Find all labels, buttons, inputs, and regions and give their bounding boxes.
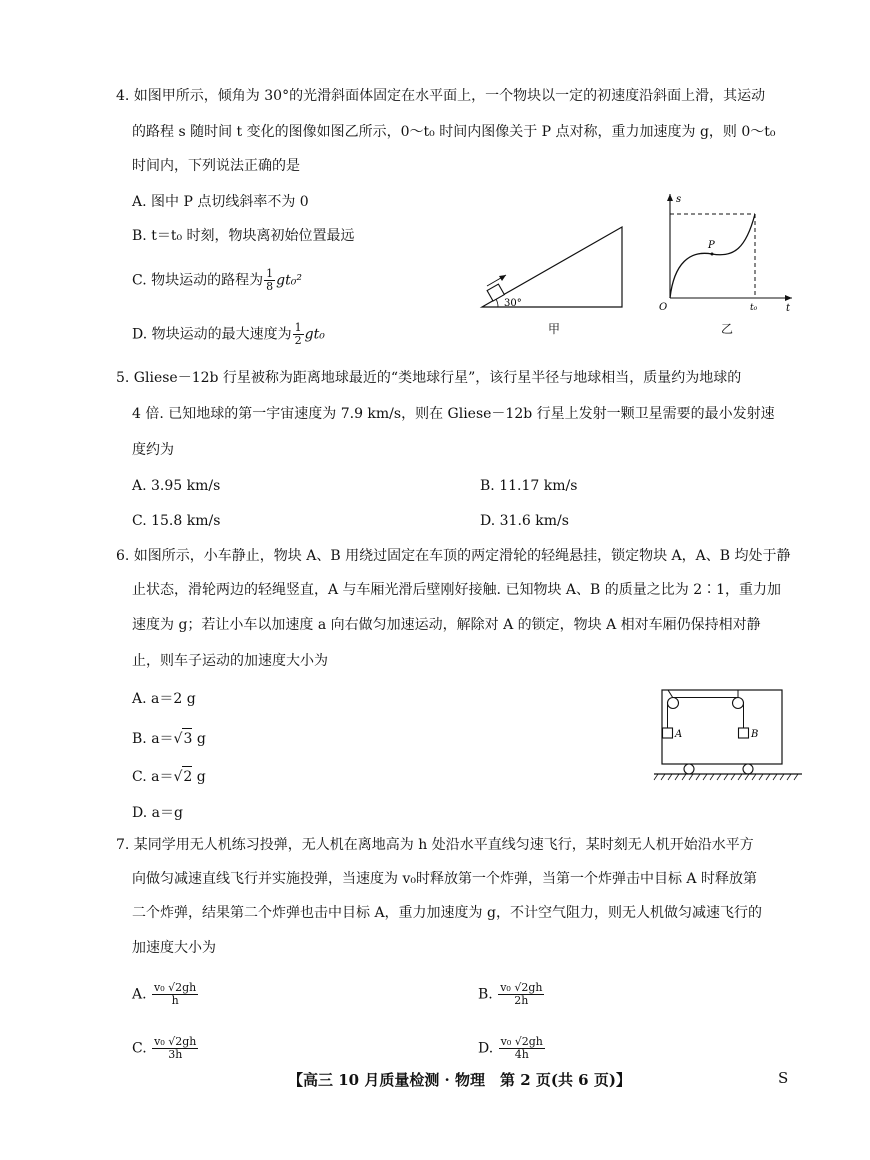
q4-line-2: 的路程 s 随时间 t 变化的图像如图乙所示，0～t₀ 时间内图像关于 P 点对称，重力加速度为 g，则 0～t₀ (132, 124, 776, 140)
footer-version-mark: S (778, 1069, 789, 1087)
pulley-right (733, 698, 744, 709)
q6-option-d: D. a＝g (132, 805, 183, 821)
ground-hatching (654, 774, 798, 780)
q6-line-4: 止，则车子运动的加速度大小为 (132, 653, 328, 669)
q7-option-a-fraction (152, 982, 198, 1007)
q4-option-c-expr: gt₀² (276, 272, 302, 289)
cart-body (662, 690, 782, 764)
figure-jia-caption: 甲 (548, 322, 561, 336)
q6-option-b-radicand: 3 (182, 728, 192, 749)
origin-label: O (659, 302, 668, 313)
q4-option-c (132, 268, 302, 293)
q7-option-c-num: v₀ √2gh (154, 1035, 197, 1048)
q7-option-a (132, 982, 199, 1007)
q5-option-b: B. 11.17 km/s (480, 478, 578, 494)
q6-option-a: A. a＝2 g (132, 691, 196, 707)
q4-option-c-num: 1 (266, 267, 274, 280)
q7-option-b-num: v₀ √2gh (500, 981, 543, 994)
q4-option-c-fraction (264, 268, 275, 293)
q4-option-d-prefix: D. 物块运动的最大速度为 (132, 326, 292, 343)
q6-option-b: B. a＝√3 g (132, 728, 206, 749)
q4-option-d-num: 1 (294, 321, 302, 334)
q5-line-2: 4 倍. 已知地球的第一宇宙速度为 7.9 km/s，则在 Gliese－12b 行星上发射一颗卫星需要的最小发射速 (132, 406, 775, 422)
q5-option-d: D. 31.6 km/s (480, 513, 569, 529)
block-b (739, 728, 749, 738)
q7-line-2: 向做匀减速直线飞行并实施投弹，当速度为 v₀时释放第一个炸弹，当第一个炸弹击中目标 A 时释放第 (132, 871, 757, 887)
wheel-right (743, 764, 753, 774)
q4-option-c-den: 8 (266, 280, 274, 293)
q6-line-2: 止状态，滑轮两边的轻绳竖直，A 与车厢光滑后壁刚好接触. 已知物块 A、B 的质量之比为 2∶1，重力加 (132, 582, 782, 598)
t-axis-label: t (786, 303, 791, 314)
pulley-left-mount (668, 690, 673, 698)
q7-option-b-label: B. (478, 986, 493, 1003)
figure-cart-pulleys (652, 684, 812, 786)
s-axis-label: s (676, 194, 682, 205)
block-a (663, 728, 673, 738)
q7-option-d-label: D. (478, 1040, 494, 1057)
q7-option-c-fraction (152, 1036, 198, 1061)
point-p (711, 253, 714, 256)
q4-option-c-prefix: C. 物块运动的路程为 (132, 272, 264, 289)
q7-option-c-den: 3h (168, 1048, 183, 1061)
p-label: P (708, 240, 715, 251)
q7-option-d-fraction (499, 1036, 545, 1061)
figure-yi-graph (652, 188, 802, 316)
q4-option-a: A. 图中 P 点切线斜率不为 0 (132, 194, 309, 210)
q7-option-d (478, 1036, 546, 1061)
q7-option-a-num: v₀ √2gh (154, 981, 197, 994)
q7-option-d-den: 4h (514, 1048, 529, 1061)
q7-option-d-num: v₀ √2gh (500, 1035, 543, 1048)
q6-option-c-unit: g (192, 769, 206, 785)
q4-option-d-fraction (293, 322, 304, 347)
wheel-left (684, 764, 694, 774)
q6-option-b-prefix: B. a＝ (132, 731, 174, 747)
q6-option-b-unit: g (192, 731, 206, 747)
block-b-label: B (751, 729, 759, 740)
t-axis-arrow (785, 295, 792, 301)
t0-label: t₀ (750, 303, 758, 313)
block-a-label: A (675, 729, 683, 740)
figure-jia-incline (470, 220, 640, 330)
pulley-left (668, 698, 679, 709)
q4-option-d-den: 2 (294, 334, 302, 347)
s-t-curve (670, 214, 755, 298)
figure-yi-caption: 乙 (721, 322, 734, 336)
angle-arc (496, 299, 498, 307)
q4-line-3: 时间内，下列说法正确的是 (132, 158, 300, 174)
q5-line-1: 5. Gliese－12b 行星被称为距离地球最近的“类地球行星”，该行星半径与地球相当，质量约为地球的 (116, 370, 742, 386)
q4-line-1: 4. 如图甲所示，倾角为 30°的光滑斜面体固定在水平面上，一个物块以一定的初速度沿斜面上滑，其运动 (116, 88, 766, 104)
q7-option-b-fraction (498, 982, 544, 1007)
q7-line-1: 7. 某同学用无人机练习投弹，无人机在离地高为 h 处沿水平直线匀速飞行，某时刻无人机开始沿水平方 (116, 837, 754, 853)
q7-option-c-label: C. (132, 1040, 147, 1057)
q4-option-d-expr: gt₀ (304, 326, 325, 343)
q6-line-3: 速度为 g；若让小车以加速度 a 向右做匀加速运动，解除对 A 的锁定，物块 A 相对车厢仍保持相对静 (132, 617, 761, 633)
q6-line-1: 6. 如图所示，小车静止，物块 A、B 用绕过固定在车顶的两定滑轮的轻绳悬挂，锁定物块 A，A、B 均处于静 (116, 548, 791, 564)
q5-option-c: C. 15.8 km/s (132, 513, 221, 529)
q5-option-a: A. 3.95 km/s (132, 478, 221, 494)
q5-line-3: 度约为 (132, 442, 174, 458)
q7-line-4: 加速度大小为 (132, 940, 216, 956)
page-footer: 【高三 10 月质量检测 · 物理 第 2 页(共 6 页)】 (288, 1071, 631, 1089)
s-axis-arrow (667, 194, 673, 201)
q7-option-b-den: 2h (514, 994, 529, 1007)
q6-option-c-prefix: C. a＝ (132, 769, 174, 785)
q7-line-3: 二个炸弹，结果第二个炸弹也击中目标 A，重力加速度为 g，不计空气阻力，则无人机做匀减速飞行的 (132, 905, 762, 921)
incline-angle-label: 30° (504, 298, 522, 309)
incline-block (487, 284, 504, 301)
q7-option-a-den: h (171, 994, 179, 1007)
q7-option-c (132, 1036, 199, 1061)
q4-option-d (132, 322, 325, 347)
q6-option-c: C. a＝√2 g (132, 766, 206, 787)
q7-option-b (478, 982, 545, 1007)
q4-option-b: B. t＝t₀ 时刻，物块离初始位置最远 (132, 228, 355, 244)
q7-option-a-label: A. (132, 986, 147, 1003)
q6-option-c-radicand: 2 (182, 766, 192, 787)
